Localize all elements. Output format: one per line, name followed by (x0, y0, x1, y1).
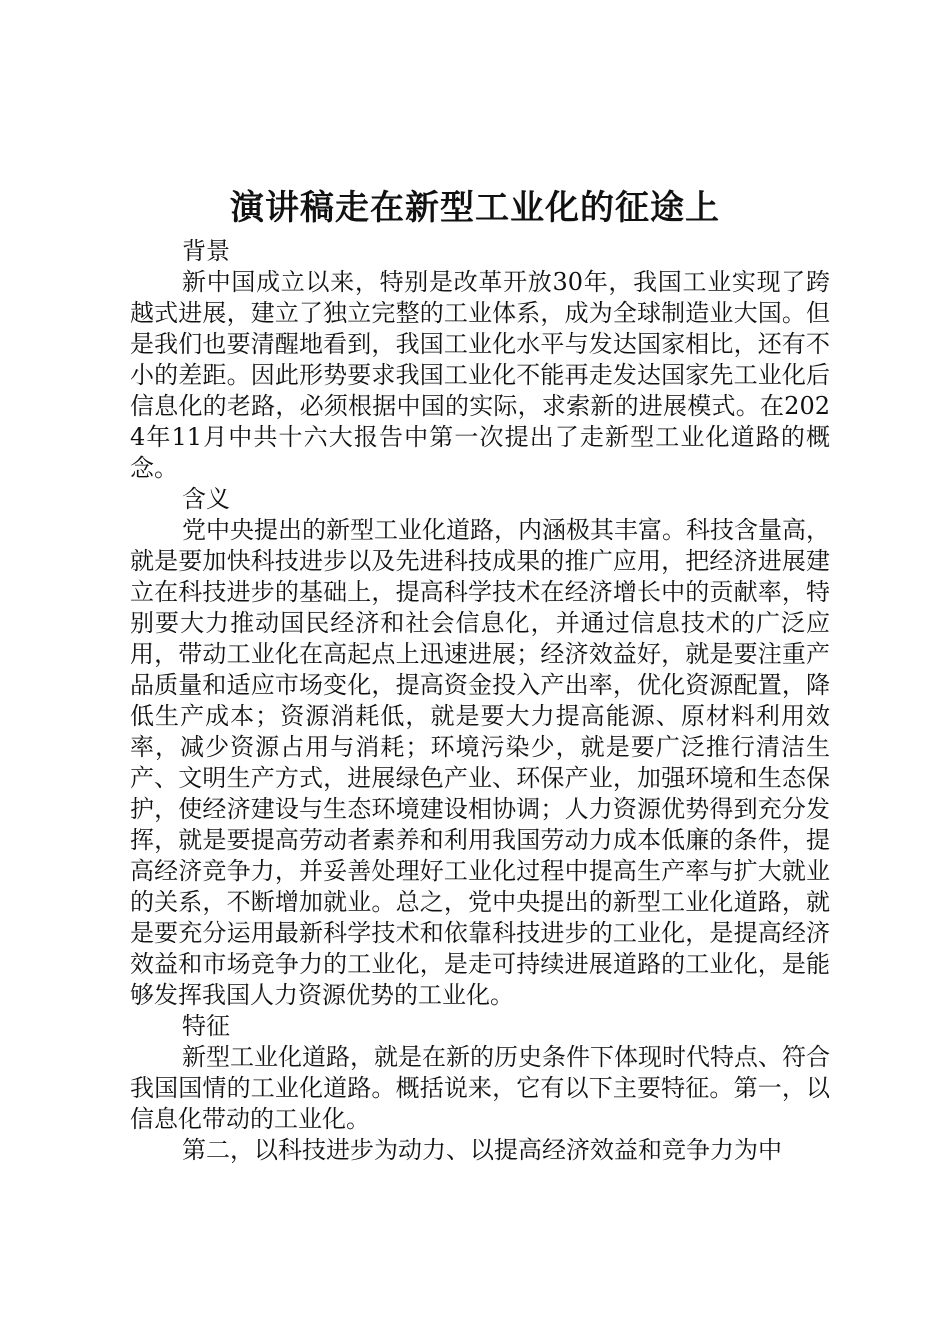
section-heading-background: 背景 (182, 237, 230, 265)
section-paragraph: 新中国成立以来，特别是改革开放30年，我国工业实现了跨越式进展，建立了独立完整的工业体系，成为全球制造业大国。但是我们也要清醒地看到，我国工业化水平与发达国家相比，还有不小的差距。因此形势要求我国工业化不能再走发达国家先工业化后信息化的老路，必须根据中国的实际，求索新的进展模式。在2024年11月中共十六大报告中第一次提出了走新型工业化道路的概念。 (130, 268, 830, 482)
section-paragraph: 新型工业化道路，就是在新的历史条件下体现时代特点、符合我国国情的工业化道路。概括说来，它有以下主要特征。第一，以信息化带动的工业化。 (130, 1043, 830, 1133)
document-title: 演讲稿走在新型工业化的征途上 (230, 188, 720, 228)
section-heading-meaning: 含义 (182, 485, 230, 513)
section-heading-features: 特征 (182, 1012, 230, 1040)
section-paragraph: 党中央提出的新型工业化道路，内涵极其丰富。科技含量高，就是要加快科技进步以及先进科技成果的推广应用，把经济进展建立在科技进步的基础上，提高科学技术在经济增长中的贡献率，特别要大力推动国民经济和社会信息化，并通过信息技术的广泛应用，带动工业化在高起点上迅速进展；经济效益好，就是要注重产品质量和适应市场变化，提高资金投入产出率，优化资源配置，降低生产成本；资源消耗低，就是要大力提高能源、原材料利用效率，减少资源占用与消耗；环境污染少，就是要广泛推行清洁生产、文明生产方式，进展绿色产业、环保产业，加强环境和生态保护，使经济建设与生态环境建设相协调；人力资源优势得到充分发挥，就是要提高劳动者素养和利用我国劳动力成本低廉的条件，提高经济竞争力，并妥善处理好工业化过程中提高生产率与扩大就业的关系，不断增加就业。总之，党中央提出的新型工业化道路，就是要充分运用最新科学技术和依靠科技进步的工业化，是提高经济效益和市场竞争力的工业化，是走可持续进展道路的工业化，是能够发挥我国人力资源优势的工业化。 (130, 516, 830, 1009)
document-body (130, 236, 830, 1166)
section-paragraph: 第二，以科技进步为动力、以提高经济效益和竞争力为中 (182, 1136, 782, 1164)
